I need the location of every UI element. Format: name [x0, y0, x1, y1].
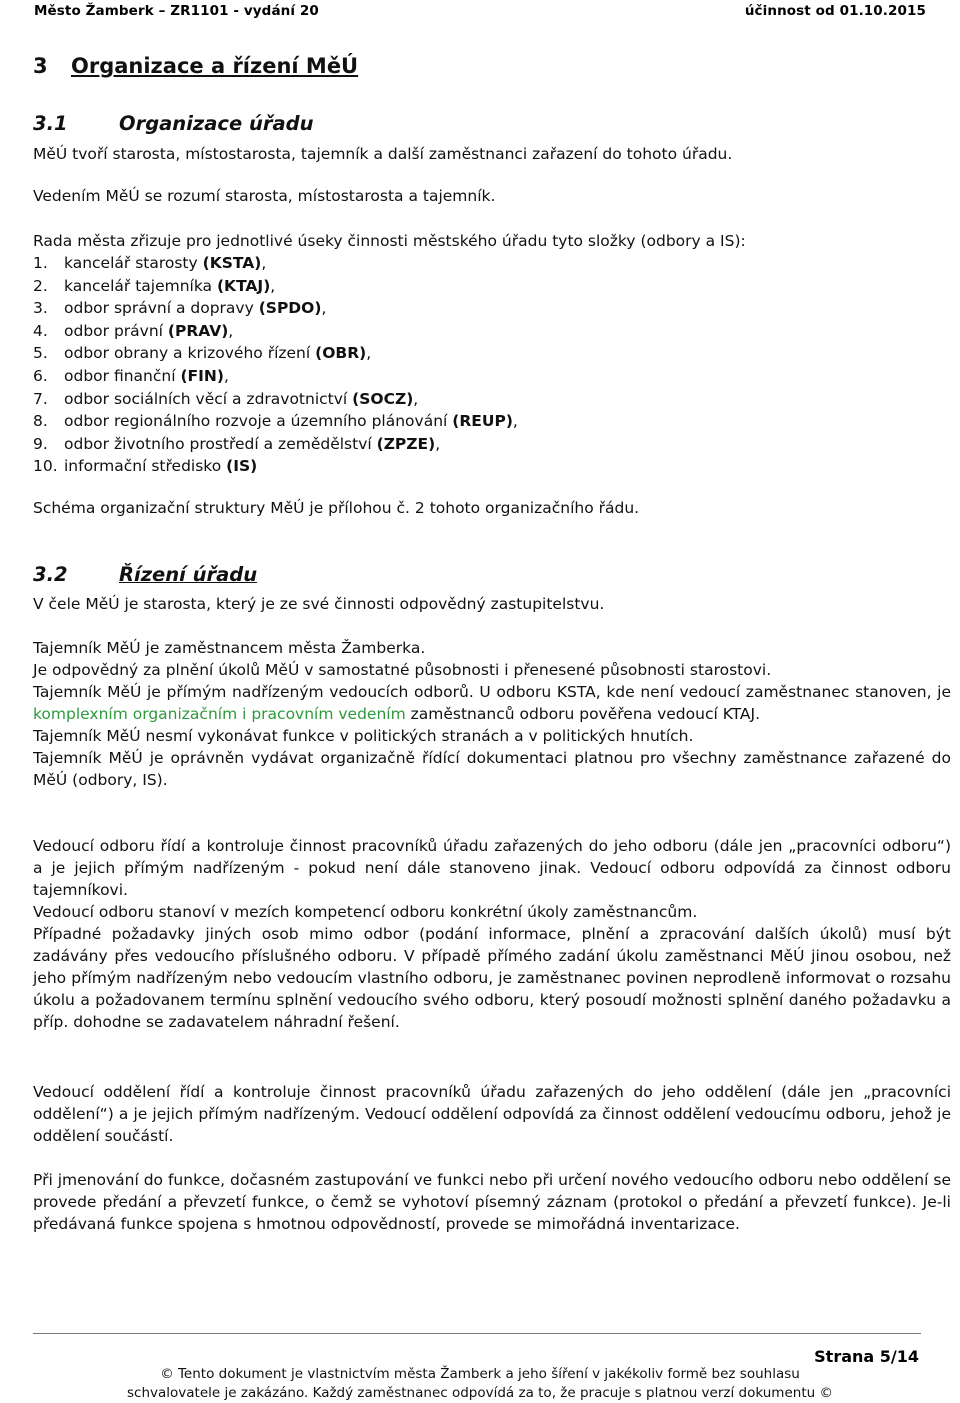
unit-name: odbor regionálního rozvoje a územního plánování	[64, 412, 453, 431]
secretary-superior-text-before: Tajemník MěÚ je přímým nadřízeným vedoucích odborů. U odboru KSTA, kde není vedoucí zaměstnanec stanoven, je	[33, 683, 951, 701]
unit-number: 10.	[33, 457, 58, 476]
secretary-documentation-line: Tajemník MěÚ je oprávněn vydávat organizačně řídící dokumentaci platnou pro všechny zaměstnance zařazené do MěÚ (odbory, IS).	[33, 749, 951, 789]
unit-punctuation: ,	[270, 276, 276, 295]
unit-number: 8.	[33, 412, 48, 431]
department-head-line-a: Vedoucí odboru řídí a kontroluje činnost pracovníků úřadu zařazených do jeho odboru (dále jen „pracovníci odboru“) a je jejich přímým nadřízeným - pokud není dále stanoveno jinak. Vedoucí odboru odpovídá za činnost odboru tajemníkovi.	[33, 837, 951, 899]
department-head-line-c: Případné požadavky jiných osob mimo odbor (podání informace, plnění a zpracování dalších úkolů) musí být zadávány přes vedoucího příslušného odboru. V případě přímého zadání úkolu zaměstnanci MěÚ jinou osobou, než jeho přímým nadřízeným nebo vedoucím vlastního odboru, je zaměstnanec povinen neprodleně informovat o rozsahu úkolu a požadovanem termínu splnění vedoucího svého odboru, který posoudí možnosti splnění daného požadavku a příp. dohodne se zadavatelem náhradní řešení.	[33, 925, 951, 1031]
organizational-unit-item	[33, 433, 518, 456]
unit-number: 5.	[33, 344, 48, 363]
organizational-unit-item	[33, 275, 518, 298]
organizational-unit-item	[33, 455, 518, 478]
section-3-2-number: 3.2	[33, 563, 68, 586]
unit-number: 6.	[33, 366, 48, 385]
secretary-superior-text-after: zaměstnanců odboru pověřena vedoucí KTAJ.	[405, 705, 761, 723]
unit-name: odbor obrany a krizového řízení	[64, 344, 316, 363]
organizational-unit-item	[33, 365, 518, 388]
footer-copyright-line-1: © Tento dokument je vlastnictvím města Žamberk a jeho šíření v jakékoliv formě bez souhlasu	[160, 1366, 800, 1382]
unit-name: odbor finanční	[64, 366, 181, 385]
secretary-superior-highlight: komplexním organizačním i pracovním vedením	[33, 705, 406, 723]
unit-number: 3.	[33, 299, 48, 318]
unit-number: 4.	[33, 321, 48, 340]
section-3-1-title: Organizace úřadu	[119, 112, 314, 135]
organizational-unit-item	[33, 342, 518, 365]
organizational-unit-item	[33, 297, 518, 320]
unit-name: odbor životního prostředí a zemědělství	[64, 434, 377, 453]
organizational-units-list	[33, 252, 518, 478]
unit-code: (SPDO)	[258, 299, 322, 318]
section-head-paragraph: Vedoucí oddělení řídí a kontroluje činnost pracovníků úřadu zařazených do jeho oddělení (dále jen „pracovníci oddělení“) a je jejich přímým nadřízeným. Vedoucí oddělení odpovídá za činnost oddělení vedoucímu odboru, jehož je oddělení součástí.	[33, 1083, 951, 1145]
footer-copyright-notice	[0, 1365, 960, 1403]
secretary-political-line: Tajemník MěÚ nesmí vykonávat funkce v politických stranách a v politických hnutích.	[33, 727, 694, 745]
unit-punctuation: ,	[228, 321, 234, 340]
unit-code: (REUP)	[452, 412, 513, 431]
unit-punctuation: ,	[413, 389, 419, 408]
organizational-unit-item	[33, 410, 518, 433]
unit-number: 1.	[33, 254, 48, 272]
unit-name: informační středisko	[64, 457, 227, 476]
organization-schema-note: Schéma organizační struktury MěÚ je přílohou č. 2 tohoto organizačního řádu.	[33, 499, 640, 517]
unit-code: (OBR)	[315, 344, 367, 363]
unit-name: odbor sociálních věcí a zdravotnictví	[64, 389, 353, 408]
section-3-title: Organizace a řízení MěÚ	[71, 54, 359, 78]
unit-punctuation: ,	[261, 254, 267, 272]
unit-code: (PRAV)	[167, 321, 229, 340]
handover-paragraph: Při jmenování do funkce, dočasném zastupování ve funkci nebo při určení nového vedoucího odboru nebo oddělení se provede předání a převzetí funkce, o čemž se vyhotoví písemný záznam (protokol o předání a převzetí funkce). Je-li předávaná funkce spojena s hmotnou odpovědností, provede se mimořádná inventarizace.	[33, 1171, 951, 1233]
unit-code: (FIN)	[180, 366, 224, 385]
unit-name: kancelář starosty	[64, 254, 203, 272]
unit-punctuation: ,	[321, 299, 327, 318]
unit-number: 9.	[33, 434, 48, 453]
unit-code: (ZPZE)	[376, 434, 436, 453]
unit-code: (KSTA)	[202, 254, 262, 272]
secretary-superior-line	[33, 681, 951, 725]
unit-name: odbor právní	[64, 321, 168, 340]
page-header	[0, 0, 960, 22]
section-3-1-paragraph-3: Rada města zřizuje pro jednotlivé úseky činnosti městského úřadu tyto složky (odbory a IS):	[33, 232, 746, 250]
unit-code: (SOCZ)	[352, 389, 414, 408]
unit-punctuation: ,	[435, 434, 441, 453]
header-document-id: Město Žamberk – ZR1101 - vydání 20	[34, 3, 319, 19]
unit-punctuation: ,	[512, 412, 518, 431]
unit-number: 2.	[33, 276, 48, 295]
header-effective-date: účinnost od 01.10.2015	[744, 3, 926, 19]
section-3-1-paragraph-1: MěÚ tvoří starosta, místostarosta, tajemník a další zaměstnanci zařazení do tohoto úřadu.	[33, 145, 733, 163]
section-3-1-paragraph-2: Vedením MěÚ se rozumí starosta, místostarosta a tajemník.	[33, 187, 496, 205]
footer-copyright-line-2: schvalovatele je zakázáno. Každý zaměstnanec odpovídá za to, že pracuje s platnou verzí dokumentu ©	[127, 1385, 833, 1401]
unit-code: (KTAJ)	[216, 276, 271, 295]
unit-name: odbor správní a dopravy	[64, 299, 259, 318]
section-3-2-title: Řízení úřadu	[119, 563, 258, 586]
department-head-line-b: Vedoucí odboru stanoví v mezích kompetencí odboru konkrétní úkoly zaměstnancům.	[33, 903, 698, 921]
section-3-2-paragraph-1: V čele MěÚ je starosta, který je ze své činnosti odpovědný zastupitelstvu.	[33, 595, 605, 613]
section-3-1-number: 3.1	[33, 112, 68, 135]
organizational-unit-item	[33, 252, 518, 275]
unit-name: kancelář tajemníka	[64, 276, 217, 295]
organizational-unit-item	[33, 320, 518, 343]
unit-code: (IS)	[226, 457, 258, 476]
unit-number: 7.	[33, 389, 48, 408]
secretary-responsibility-line: Je odpovědný za plnění úkolů MěÚ v samostatné působnosti i přenesené působnosti starostovi.	[33, 661, 772, 679]
secretary-employee-line: Tajemník MěÚ je zaměstnancem města Žamberka.	[33, 639, 426, 657]
unit-punctuation: ,	[366, 344, 372, 363]
unit-punctuation: ,	[223, 366, 229, 385]
page-number: Strana 5/14	[814, 1347, 919, 1366]
department-head-paragraph	[33, 835, 951, 1033]
secretary-paragraph	[33, 637, 951, 791]
section-3-number: 3	[33, 54, 48, 78]
organizational-unit-item	[33, 388, 518, 411]
section-3-heading	[33, 52, 358, 80]
section-3-1-heading	[33, 111, 313, 137]
section-3-2-heading	[33, 562, 257, 588]
footer-divider	[33, 1333, 921, 1334]
